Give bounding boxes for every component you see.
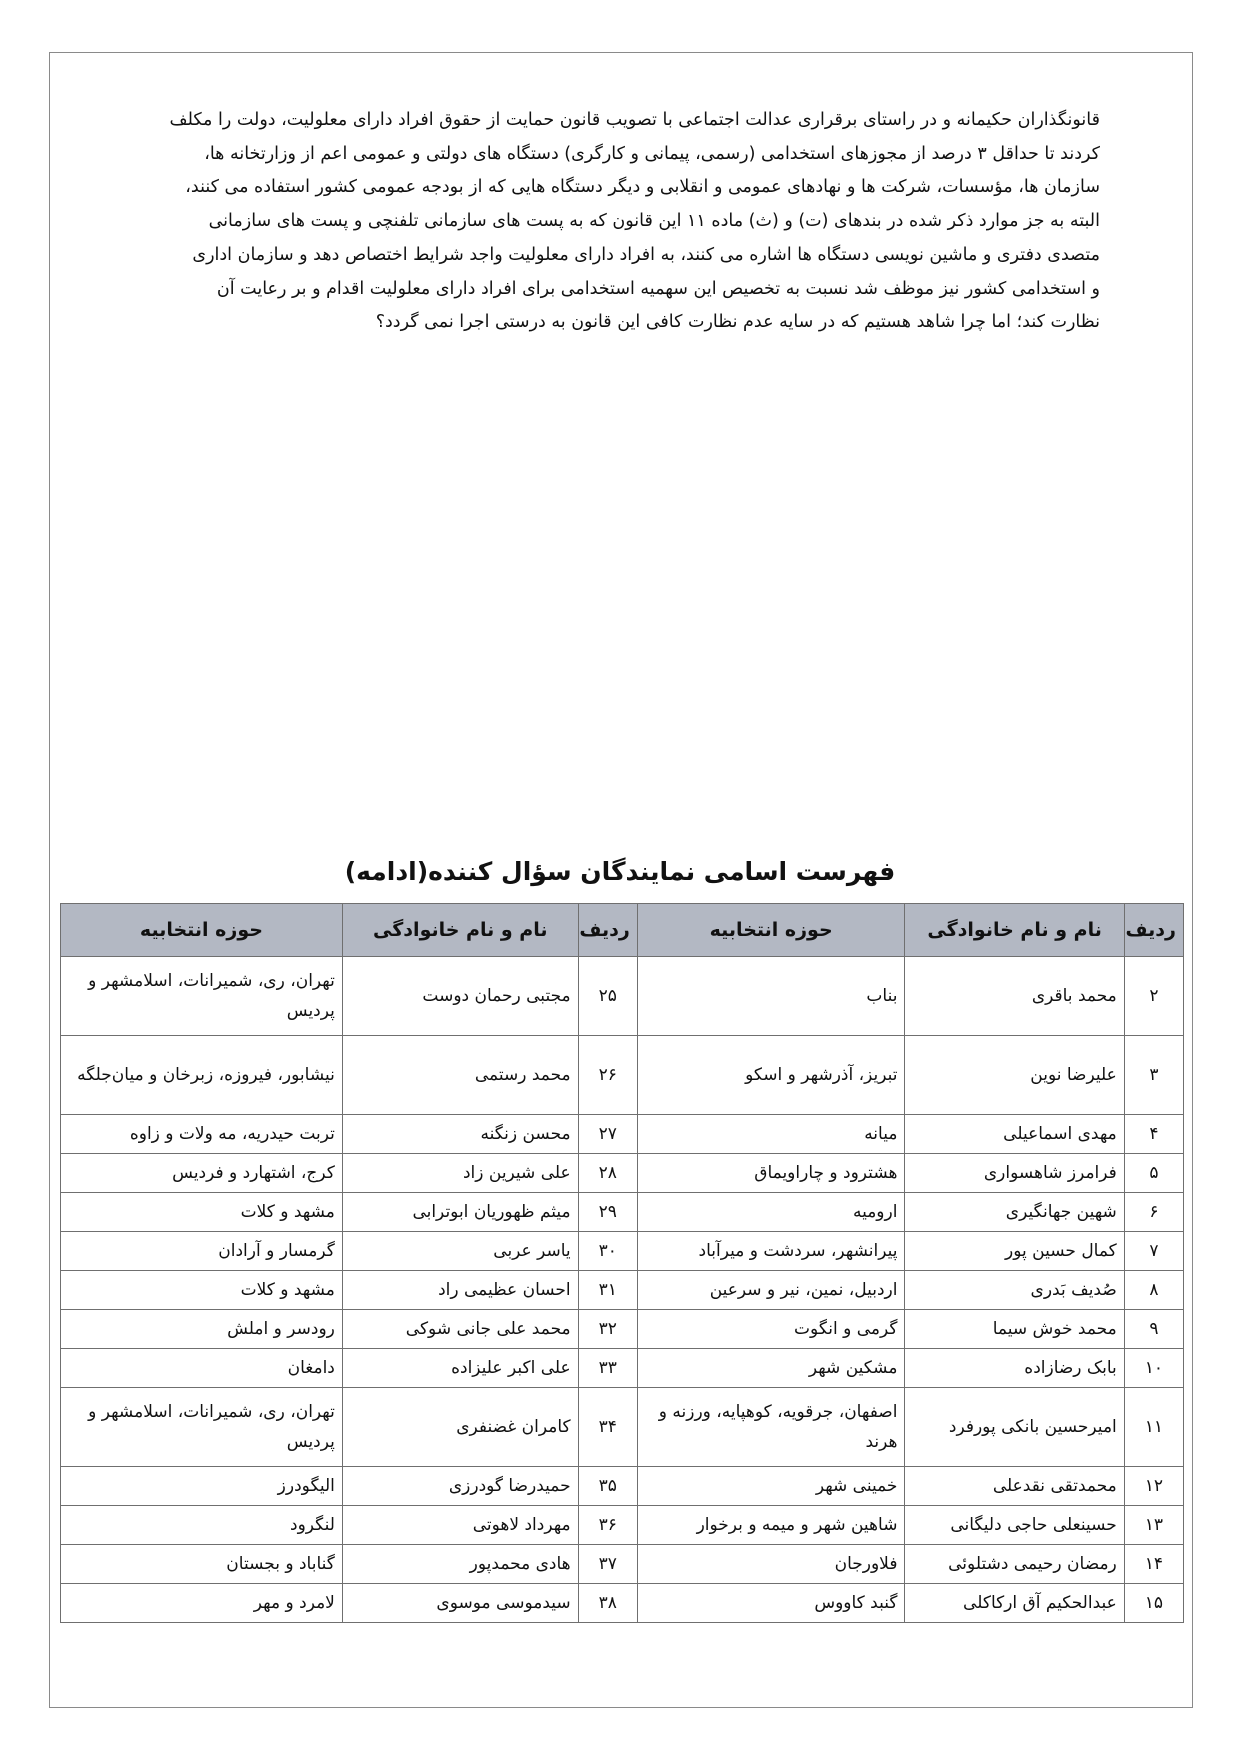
table-row [61, 1467, 1184, 1506]
member-name-cell: محمد علی جانی شوکی [342, 1310, 578, 1349]
member-name-cell: محمدتقی نقدعلی [905, 1467, 1124, 1506]
paragraph-line: البته به جز موارد ذکر شده در بندهای (ت) و (ث) ماده ۱۱ این قانون که به پست های سازمانی تلفنچی و پست های سازمانی [208, 211, 1100, 232]
member-name-cell: هادی محمدپور [342, 1545, 578, 1584]
member-name-cell: مجتبی رحمان دوست [342, 957, 578, 1036]
constituency-cell: خمینی شهر [637, 1467, 905, 1506]
body-paragraph [150, 104, 1100, 340]
header-full-name: نام و نام خانوادگی [342, 904, 578, 957]
table-row [61, 1154, 1184, 1193]
paragraph-line: قانونگذاران حکیمانه و در راستای برقراری عدالت اجتماعی با تصویب قانون حمایت از حقوق افراد دارای معلولیت، دولت را مکلف [169, 110, 1100, 130]
row-number-cell: ۲ [1124, 957, 1183, 1036]
member-name-cell: میثم ظهوریان ابوترابی [342, 1193, 578, 1232]
paragraph-line: کردند تا حداقل ۳ درصد از مجوزهای استخدامی (رسمی، پیمانی و کارگری) دستگاه های دولتی و عمومی اعم از وزارتخانه ها، [204, 143, 1100, 164]
constituency-cell: اصفهان، جرقویه، کوهپایه، ورزنه و هرند [637, 1388, 905, 1467]
row-number-cell: ۱۱ [1124, 1388, 1183, 1467]
table-row [61, 1349, 1184, 1388]
row-number-cell: ۲۵ [578, 957, 637, 1036]
table-row [61, 1193, 1184, 1232]
constituency-cell: رودسر و املش [61, 1310, 343, 1349]
constituency-cell: اردبیل، نمین، نیر و سرعین [637, 1271, 905, 1310]
constituency-cell: کرج، اشتهارد و فردیس [61, 1154, 343, 1193]
row-number-cell: ۱۳ [1124, 1506, 1183, 1545]
row-number-cell: ۶ [1124, 1193, 1183, 1232]
constituency-cell: تربت حیدریه، مه ولات و زاوه [61, 1115, 343, 1154]
constituency-cell: مشهد و کلات [61, 1271, 343, 1310]
table-row [61, 1036, 1184, 1115]
constituency-cell: تهران، ری، شمیرانات، اسلامشهر و پردیس [61, 1388, 343, 1467]
table-title: فهرست اسامی نمایندگان سؤال کننده(ادامه) [344, 857, 896, 886]
paragraph-line: سازمان ها، مؤسسات، شرکت ها و نهادهای عمومی و انقلابی و دیگر دستگاه هایی که از بودجه عمومی کشور استفاده می کنند، [185, 177, 1100, 198]
member-name-cell: محمد خوش سیما [905, 1310, 1124, 1349]
member-name-cell: فرامرز شاهسواری [905, 1154, 1124, 1193]
member-name-cell: مهرداد لاهوتی [342, 1506, 578, 1545]
table-row [61, 1545, 1184, 1584]
member-name-cell: محمد باقری [905, 957, 1124, 1036]
paragraph-line: متصدی دفتری و ماشین نویسی دستگاه ها اشاره می کنند، به افراد دارای معلولیت واجد شرایط اختصاص دهد و سازمان اداری [192, 244, 1100, 265]
row-number-cell: ۴ [1124, 1115, 1183, 1154]
member-name-cell: کمال حسین پور [905, 1232, 1124, 1271]
row-number-cell: ۷ [1124, 1232, 1183, 1271]
header-constituency: حوزه انتخابیه [637, 904, 905, 957]
table-header-row [61, 904, 1184, 957]
member-name-cell: امیرحسین بانکی پورفرد [905, 1388, 1124, 1467]
row-number-cell: ۲۸ [578, 1154, 637, 1193]
member-name-cell: علی اکبر علیزاده [342, 1349, 578, 1388]
constituency-cell: میانه [637, 1115, 905, 1154]
row-number-cell: ۲۹ [578, 1193, 637, 1232]
constituency-cell: تبریز، آذرشهر و اسکو [637, 1036, 905, 1115]
member-name-cell: سیدموسی موسوی [342, 1584, 578, 1623]
member-name-cell: علی شیرین زاد [342, 1154, 578, 1193]
member-name-cell: رمضان رحیمی دشتلوئی [905, 1545, 1124, 1584]
representatives-table [60, 903, 1184, 1623]
header-full-name: نام و نام خانوادگی [905, 904, 1124, 957]
constituency-cell: لنگرود [61, 1506, 343, 1545]
row-number-cell: ۳۱ [578, 1271, 637, 1310]
row-number-cell: ۳۵ [578, 1467, 637, 1506]
member-name-cell: حسینعلی حاجی دلیگانی [905, 1506, 1124, 1545]
constituency-cell: ارومیه [637, 1193, 905, 1232]
header-row-number: ردیف [1124, 904, 1183, 957]
constituency-cell: گرمی و انگوت [637, 1310, 905, 1349]
member-name-cell: بابک رضازاده [905, 1349, 1124, 1388]
constituency-cell: لامرد و مهر [61, 1584, 343, 1623]
constituency-cell: تهران، ری، شمیرانات، اسلامشهر و پردیس [61, 957, 343, 1036]
constituency-cell: فلاورجان [637, 1545, 905, 1584]
member-name-cell: شهین جهانگیری [905, 1193, 1124, 1232]
member-name-cell: محسن زنگنه [342, 1115, 578, 1154]
table-row [61, 1115, 1184, 1154]
row-number-cell: ۳۰ [578, 1232, 637, 1271]
row-number-cell: ۸ [1124, 1271, 1183, 1310]
row-number-cell: ۱۲ [1124, 1467, 1183, 1506]
member-name-cell: علیرضا نوین [905, 1036, 1124, 1115]
row-number-cell: ۲۶ [578, 1036, 637, 1115]
table-row [61, 1506, 1184, 1545]
row-number-cell: ۱۰ [1124, 1349, 1183, 1388]
member-name-cell: کامران غضنفری [342, 1388, 578, 1467]
member-name-cell: مهدی اسماعیلی [905, 1115, 1124, 1154]
table-row [61, 957, 1184, 1036]
row-number-cell: ۲۷ [578, 1115, 637, 1154]
row-number-cell: ۳۲ [578, 1310, 637, 1349]
table-row [61, 1232, 1184, 1271]
row-number-cell: ۱۵ [1124, 1584, 1183, 1623]
row-number-cell: ۵ [1124, 1154, 1183, 1193]
paragraph-line: نظارت کند؛ اما چرا شاهد هستیم که در سایه عدم نظارت کافی این قانون به درستی اجرا نمی گردد؟ [375, 312, 1100, 333]
constituency-cell: مشهد و کلات [61, 1193, 343, 1232]
constituency-cell: گرمسار و آرادان [61, 1232, 343, 1271]
table-row [61, 1310, 1184, 1349]
table-row [61, 1271, 1184, 1310]
table-row [61, 1388, 1184, 1467]
constituency-cell: مشکین شهر [637, 1349, 905, 1388]
member-name-cell: حمیدرضا گودرزی [342, 1467, 578, 1506]
member-name-cell: یاسر عربی [342, 1232, 578, 1271]
row-number-cell: ۳۴ [578, 1388, 637, 1467]
header-constituency: حوزه انتخابیه [61, 904, 343, 957]
row-number-cell: ۳۶ [578, 1506, 637, 1545]
constituency-cell: شاهین شهر و میمه و برخوار [637, 1506, 905, 1545]
row-number-cell: ۳۸ [578, 1584, 637, 1623]
constituency-cell: الیگودرز [61, 1467, 343, 1506]
constituency-cell: نیشابور، فیروزه، زبرخان و میان‌جلگه [61, 1036, 343, 1115]
table-row [61, 1584, 1184, 1623]
paragraph-line: و استخدامی کشور نیز موظف شد نسبت به تخصیص این سهمیه استخدامی برای افراد دارای معلولیت اقدام و بر رعایت آن [216, 278, 1100, 299]
row-number-cell: ۳ [1124, 1036, 1183, 1115]
member-name-cell: عبدالحکیم آق ارکاکلی [905, 1584, 1124, 1623]
row-number-cell: ۳۷ [578, 1545, 637, 1584]
constituency-cell: بناب [637, 957, 905, 1036]
row-number-cell: ۱۴ [1124, 1545, 1183, 1584]
constituency-cell: دامغان [61, 1349, 343, 1388]
constituency-cell: گناباد و بجستان [61, 1545, 343, 1584]
member-name-cell: محمد رستمی [342, 1036, 578, 1115]
constituency-cell: گنبد کاووس [637, 1584, 905, 1623]
constituency-cell: هشترود و چاراویماق [637, 1154, 905, 1193]
header-row-number: ردیف [578, 904, 637, 957]
row-number-cell: ۹ [1124, 1310, 1183, 1349]
constituency-cell: پیرانشهر، سردشت و میرآباد [637, 1232, 905, 1271]
member-name-cell: احسان عظیمی راد [342, 1271, 578, 1310]
row-number-cell: ۳۳ [578, 1349, 637, 1388]
member-name-cell: صُدیف بَدری [905, 1271, 1124, 1310]
